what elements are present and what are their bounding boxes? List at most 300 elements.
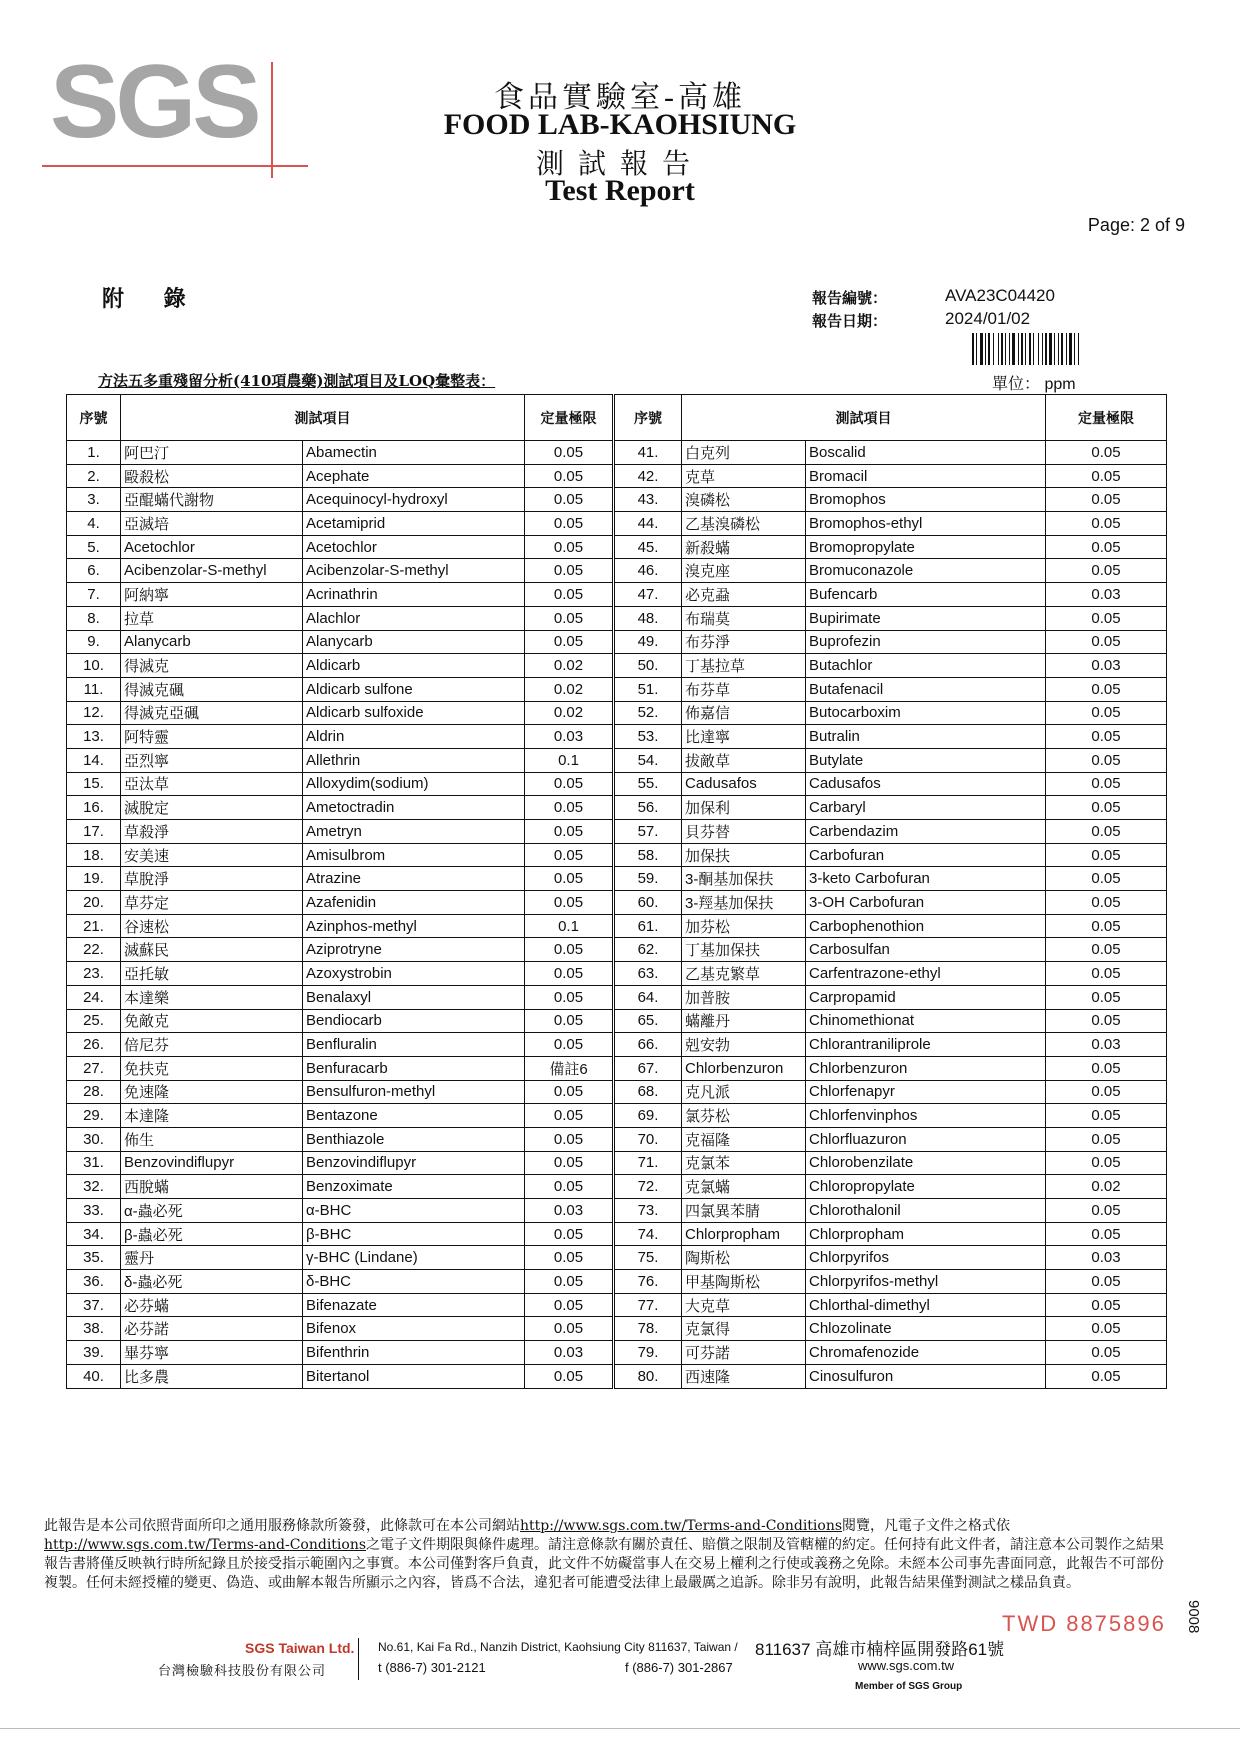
row-no: 10.	[67, 654, 121, 678]
pesticide-name-en: Benalaxyl	[303, 985, 525, 1009]
barcode	[972, 333, 1132, 365]
loq-value: 0.05	[525, 488, 614, 512]
row-no: 76.	[614, 1270, 682, 1294]
pesticide-name-zh: 甲基陶斯松	[682, 1270, 806, 1294]
pesticide-name-zh: 亞托敏	[121, 962, 303, 986]
pesticide-name-en: Carbosulfan	[806, 938, 1046, 962]
row-no: 75.	[614, 1246, 682, 1270]
pesticide-name-en: Bromopropylate	[806, 535, 1046, 559]
row-no: 14.	[67, 748, 121, 772]
row-no: 65.	[614, 1009, 682, 1033]
pesticide-name-en: Atrazine	[303, 867, 525, 891]
table-row	[67, 488, 1167, 512]
loq-value: 0.05	[525, 606, 614, 630]
sgs-logo-text: SGS	[50, 44, 258, 160]
pesticide-name-zh: δ-蟲必死	[121, 1270, 303, 1294]
row-no: 63.	[614, 962, 682, 986]
barcode-bar	[1074, 333, 1075, 365]
row-no: 61.	[614, 914, 682, 938]
pesticide-name-zh: 本達樂	[121, 985, 303, 1009]
pesticide-name-en: Chlorthal-dimethyl	[806, 1293, 1046, 1317]
loq-value: 0.05	[525, 464, 614, 488]
row-no: 40.	[67, 1364, 121, 1388]
row-no: 26.	[67, 1033, 121, 1057]
pesticide-name-zh: 溴克座	[682, 559, 806, 583]
barcode-bar	[1069, 333, 1072, 365]
row-no: 58.	[614, 843, 682, 867]
row-no: 31.	[67, 1151, 121, 1175]
pesticide-name-zh: 新殺蟎	[682, 535, 806, 559]
loq-value: 0.02	[525, 701, 614, 725]
row-no: 23.	[67, 962, 121, 986]
pesticide-name-zh: 克氯蟎	[682, 1175, 806, 1199]
loq-value: 0.02	[1046, 1175, 1167, 1199]
row-no: 52.	[614, 701, 682, 725]
pesticide-name-zh: 加保利	[682, 796, 806, 820]
report-date: 2024/01/02	[945, 309, 1031, 328]
row-no: 73.	[614, 1199, 682, 1223]
loq-value: 0.05	[1046, 1341, 1167, 1365]
pesticide-name-en: Acephate	[303, 464, 525, 488]
pesticide-name-en: Acibenzolar-S-methyl	[303, 559, 525, 583]
barcode-bar	[1049, 333, 1052, 365]
pesticide-name-zh: 必芬蟎	[121, 1293, 303, 1317]
pesticide-name-zh: 3-羥基加保扶	[682, 891, 806, 915]
pesticide-name-en: Allethrin	[303, 748, 525, 772]
barcode-bar	[1009, 333, 1010, 365]
loq-value: 0.05	[525, 512, 614, 536]
pesticide-name-en: Azafenidin	[303, 891, 525, 915]
pesticide-name-zh: 大克草	[682, 1293, 806, 1317]
loq-value: 0.05	[1046, 962, 1167, 986]
table-row	[67, 891, 1167, 915]
pesticide-name-zh: 克氯苯	[682, 1151, 806, 1175]
pesticide-name-en: Azoxystrobin	[303, 962, 525, 986]
row-no: 5.	[67, 535, 121, 559]
col-item: 測試項目	[121, 395, 525, 441]
table-row	[67, 1199, 1167, 1223]
row-no: 7.	[67, 583, 121, 607]
pesticide-name-zh: 得滅克碸	[121, 677, 303, 701]
pesticide-name-zh: 阿納寧	[121, 583, 303, 607]
pesticide-name-zh: 氯芬松	[682, 1104, 806, 1128]
barcode-bar	[1042, 333, 1043, 365]
pesticide-name-zh: 倍尼芬	[121, 1033, 303, 1057]
loq-value: 0.05	[525, 1104, 614, 1128]
loq-value: 0.05	[1046, 891, 1167, 915]
disclaimer-part2: 閱覽，凡電子文件之格式依	[842, 1518, 1011, 1534]
pesticide-name-en: Bromophos-ethyl	[806, 512, 1046, 536]
pesticide-name-en: β-BHC	[303, 1222, 525, 1246]
lab-name-en: FOOD LAB-KAOHSIUNG	[443, 108, 797, 141]
report-date-label: 報告日期：	[812, 312, 888, 330]
pesticide-name-zh: 免敵克	[121, 1009, 303, 1033]
row-no: 62.	[614, 938, 682, 962]
pesticide-name-en: Chlorobenzilate	[806, 1151, 1046, 1175]
row-no: 22.	[67, 938, 121, 962]
table-row	[67, 583, 1167, 607]
row-no: 45.	[614, 535, 682, 559]
pesticide-name-zh: 拉草	[121, 606, 303, 630]
table-row	[67, 962, 1167, 986]
company-address-zh: 811637 高雄市楠梓區開發路61號	[755, 1640, 1005, 1659]
loq-value: 0.05	[1046, 725, 1167, 749]
pesticide-name-en: Bromuconazole	[806, 559, 1046, 583]
loq-value: 0.05	[525, 1033, 614, 1057]
table-row	[67, 1222, 1167, 1246]
table-row	[67, 820, 1167, 844]
pesticide-name-en: Butachlor	[806, 654, 1046, 678]
pesticide-name-zh: 加普胺	[682, 985, 806, 1009]
page-number: Page: 2 of 9	[1087, 215, 1185, 235]
pesticide-name-en: Acetochlor	[303, 535, 525, 559]
row-no: 47.	[614, 583, 682, 607]
pesticide-name-en: Ametoctradin	[303, 796, 525, 820]
disclaimer-part1: 此報告是本公司依照背面所印之通用服務條款所簽發，此條款可在本公司網站	[44, 1518, 520, 1534]
barcode-bar	[985, 333, 986, 365]
pesticide-name-en: Acetamiprid	[303, 512, 525, 536]
table-row	[67, 1009, 1167, 1033]
pesticide-name-zh: 亞滅培	[121, 512, 303, 536]
pesticide-name-zh: 谷速松	[121, 914, 303, 938]
pesticide-name-en: Benthiazole	[303, 1127, 525, 1151]
row-no: 68.	[614, 1080, 682, 1104]
loq-value: 0.05	[1046, 701, 1167, 725]
pesticide-name-en: Butylate	[806, 748, 1046, 772]
loq-value: 0.05	[525, 985, 614, 1009]
row-no: 78.	[614, 1317, 682, 1341]
pesticide-name-zh: 乙基溴磷松	[682, 512, 806, 536]
loq-value: 0.05	[525, 1175, 614, 1199]
loq-value: 0.1	[525, 914, 614, 938]
loq-value: 0.05	[1046, 1293, 1167, 1317]
pesticide-name-en: Carbendazim	[806, 820, 1046, 844]
row-no: 51.	[614, 677, 682, 701]
pesticide-name-zh: 比多農	[121, 1364, 303, 1388]
table-row	[67, 606, 1167, 630]
barcode-bar	[1021, 333, 1023, 365]
row-no: 24.	[67, 985, 121, 1009]
table-row	[67, 441, 1167, 465]
pesticide-name-en: Chlorantraniliprole	[806, 1033, 1046, 1057]
pesticide-name-en: Carfentrazone-ethyl	[806, 962, 1046, 986]
loq-value: 0.02	[525, 654, 614, 678]
pesticide-name-en: Bifenox	[303, 1317, 525, 1341]
row-no: 28.	[67, 1080, 121, 1104]
row-no: 50.	[614, 654, 682, 678]
loq-value: 0.05	[1046, 1270, 1167, 1294]
pesticide-name-en: γ-BHC (Lindane)	[303, 1246, 525, 1270]
row-no: 18.	[67, 843, 121, 867]
row-no: 4.	[67, 512, 121, 536]
row-no: 74.	[614, 1222, 682, 1246]
loq-value: 0.05	[1046, 441, 1167, 465]
table-row	[67, 938, 1167, 962]
loq-value: 0.05	[525, 867, 614, 891]
row-no: 34.	[67, 1222, 121, 1246]
loq-value: 0.05	[525, 891, 614, 915]
row-no: 59.	[614, 867, 682, 891]
pesticide-name-zh: 西脫蟎	[121, 1175, 303, 1199]
pesticide-name-en: δ-BHC	[303, 1270, 525, 1294]
pesticide-name-zh: 得滅克	[121, 654, 303, 678]
pesticide-name-zh: Chlorbenzuron	[682, 1056, 806, 1080]
pesticide-name-zh: β-蟲必死	[121, 1222, 303, 1246]
table-row	[67, 748, 1167, 772]
terms-link-1[interactable]: http://www.sgs.com.tw/Terms-and-Conditions	[520, 1518, 843, 1534]
pesticide-name-zh: 毆殺松	[121, 464, 303, 488]
pesticide-name-en: Chromafenozide	[806, 1341, 1046, 1365]
loq-value: 0.02	[525, 677, 614, 701]
loq-value: 0.05	[1046, 535, 1167, 559]
company-website[interactable]: www.sgs.com.tw	[858, 1658, 955, 1673]
row-no: 38.	[67, 1317, 121, 1341]
barcode-bar	[1054, 333, 1055, 365]
row-no: 1.	[67, 441, 121, 465]
loq-value: 0.05	[525, 1317, 614, 1341]
col-no-2: 序號	[614, 395, 682, 441]
pesticide-name-zh: 滅蘇民	[121, 938, 303, 962]
pesticide-name-en: Boscalid	[806, 441, 1046, 465]
pesticide-name-en: Chinomethionat	[806, 1009, 1046, 1033]
pesticide-name-zh: α-蟲必死	[121, 1199, 303, 1223]
loq-value: 0.03	[1046, 1246, 1167, 1270]
report-no-label: 報告編號：	[812, 289, 888, 307]
pesticide-name-zh: Acetochlor	[121, 535, 303, 559]
pesticide-name-zh: 3-酮基加保扶	[682, 867, 806, 891]
loq-value: 0.05	[1046, 1222, 1167, 1246]
barcode-bar	[976, 333, 977, 365]
pesticide-name-en: Chlorothalonil	[806, 1199, 1046, 1223]
pesticide-name-zh: 克氯得	[682, 1317, 806, 1341]
loq-value: 0.03	[525, 1341, 614, 1365]
pesticide-name-en: Bendiocarb	[303, 1009, 525, 1033]
pesticide-name-en: Chlorbenzuron	[806, 1056, 1046, 1080]
pesticide-name-en: Abamectin	[303, 441, 525, 465]
barcode-bar	[1025, 333, 1026, 365]
pesticide-name-zh: 佈嘉信	[682, 701, 806, 725]
row-no: 35.	[67, 1246, 121, 1270]
barcode-bar	[1005, 333, 1006, 365]
table-row	[67, 1127, 1167, 1151]
loq-value: 0.05	[525, 1151, 614, 1175]
footer-divider	[358, 1638, 359, 1680]
loq-value: 0.05	[1046, 488, 1167, 512]
pesticide-name-zh: 西速隆	[682, 1364, 806, 1388]
loq-value: 備註6	[525, 1056, 614, 1080]
col-no: 序號	[67, 395, 121, 441]
loq-value: 0.05	[1046, 559, 1167, 583]
row-no: 57.	[614, 820, 682, 844]
pesticide-name-zh: 布芬草	[682, 677, 806, 701]
method-title: 方法五多重殘留分析(410項農藥)測試項目及LOQ彙整表：	[98, 372, 496, 390]
loq-value: 0.05	[525, 1293, 614, 1317]
loq-value: 0.05	[1046, 464, 1167, 488]
row-no: 8.	[67, 606, 121, 630]
company-name-en: SGS Taiwan Ltd.	[245, 1640, 355, 1656]
barcode-bar	[998, 333, 999, 365]
loq-value: 0.05	[525, 441, 614, 465]
pesticide-name-zh: 必克蝨	[682, 583, 806, 607]
loq-value: 0.05	[525, 583, 614, 607]
loq-value: 0.03	[525, 1199, 614, 1223]
barcode-bar	[1012, 333, 1015, 365]
barcode-bar	[1061, 333, 1063, 365]
logo-vertical-rule	[271, 62, 273, 178]
report-title-en: Test Report	[545, 174, 695, 207]
loq-value: 0.05	[1046, 1080, 1167, 1104]
pesticide-name-zh: 草殺淨	[121, 820, 303, 844]
row-no: 48.	[614, 606, 682, 630]
pesticide-name-zh: 乙基克繁草	[682, 962, 806, 986]
company-tel: t (886-7) 301-2121	[378, 1660, 486, 1675]
pesticide-name-en: Aldicarb sulfoxide	[303, 701, 525, 725]
row-no: 41.	[614, 441, 682, 465]
table-row	[67, 985, 1167, 1009]
row-no: 55.	[614, 772, 682, 796]
loq-value: 0.05	[1046, 748, 1167, 772]
table-row	[67, 1341, 1167, 1365]
loq-value: 0.05	[525, 535, 614, 559]
side-number: 9008	[1185, 1600, 1202, 1634]
row-no: 25.	[67, 1009, 121, 1033]
row-no: 20.	[67, 891, 121, 915]
pesticide-name-zh: 溴磷松	[682, 488, 806, 512]
row-no: 43.	[614, 488, 682, 512]
table-row	[67, 1246, 1167, 1270]
pesticide-name-en: 3-keto Carbofuran	[806, 867, 1046, 891]
barcode-bar	[980, 333, 983, 365]
pesticide-name-en: Chlorfenvinphos	[806, 1104, 1046, 1128]
pesticide-name-en: Amisulbrom	[303, 843, 525, 867]
row-no: 66.	[614, 1033, 682, 1057]
loq-value: 0.05	[525, 1364, 614, 1388]
terms-link-2[interactable]: http://www.sgs.com.tw/Terms-and-Conditions	[44, 1537, 367, 1553]
loq-value: 0.05	[525, 938, 614, 962]
loq-value: 0.05	[525, 1127, 614, 1151]
table-row	[67, 1175, 1167, 1199]
pesticide-name-en: Alloxydim(sodium)	[303, 772, 525, 796]
loq-value: 0.05	[1046, 1009, 1167, 1033]
legal-disclaimer	[44, 1517, 1174, 1593]
table-row	[67, 1270, 1167, 1294]
pesticide-name-en: Chlorpyrifos	[806, 1246, 1046, 1270]
table-row	[67, 630, 1167, 654]
lab-name-zh: 食品實驗室-高雄	[494, 81, 746, 114]
row-no: 64.	[614, 985, 682, 1009]
pesticide-name-zh: 貝芬替	[682, 820, 806, 844]
loq-value: 0.05	[1046, 1056, 1167, 1080]
table-row	[67, 1104, 1167, 1128]
pesticide-name-zh: 加保扶	[682, 843, 806, 867]
pesticide-name-zh: Benzovindiflupyr	[121, 1151, 303, 1175]
barcode-bar	[1066, 333, 1067, 365]
row-no: 80.	[614, 1364, 682, 1388]
loq-value: 0.05	[525, 1009, 614, 1033]
pesticide-name-zh: 畢芬寧	[121, 1341, 303, 1365]
loq-value: 0.05	[1046, 772, 1167, 796]
company-fax: f (886-7) 301-2867	[625, 1660, 733, 1675]
loq-value: 0.05	[1046, 796, 1167, 820]
pesticide-name-zh: 可芬諾	[682, 1341, 806, 1365]
pesticide-name-zh: Acibenzolar-S-methyl	[121, 559, 303, 583]
row-no: 17.	[67, 820, 121, 844]
row-no: 70.	[614, 1127, 682, 1151]
pesticide-name-zh: 克草	[682, 464, 806, 488]
row-no: 11.	[67, 677, 121, 701]
pesticide-name-zh: 阿巴汀	[121, 441, 303, 465]
row-no: 44.	[614, 512, 682, 536]
pesticide-name-en: Chlorpropham	[806, 1222, 1046, 1246]
company-address: No.61, Kai Fa Rd., Nanzih District, Kaohsiung City 811637, Taiwan /	[378, 1640, 738, 1654]
pesticide-name-en: α-BHC	[303, 1199, 525, 1223]
loq-value: 0.05	[525, 962, 614, 986]
loq-value: 0.05	[1046, 1151, 1167, 1175]
row-no: 39.	[67, 1341, 121, 1365]
row-no: 33.	[67, 1199, 121, 1223]
row-no: 12.	[67, 701, 121, 725]
barcode-bar	[1058, 333, 1059, 365]
loq-value: 0.05	[1046, 1127, 1167, 1151]
pesticide-name-en: Alanycarb	[303, 630, 525, 654]
pesticide-name-en: Aldicarb sulfone	[303, 677, 525, 701]
pesticide-name-zh: 克凡派	[682, 1080, 806, 1104]
loq-value: 0.03	[1046, 1033, 1167, 1057]
loq-value: 0.05	[525, 1270, 614, 1294]
pesticide-name-zh: 免扶克	[121, 1056, 303, 1080]
table-row	[67, 725, 1167, 749]
barcode-bar	[1078, 333, 1079, 365]
table-row	[67, 1293, 1167, 1317]
barcode-bar	[988, 333, 990, 365]
pesticide-name-zh: 阿特靈	[121, 725, 303, 749]
bottom-rule	[0, 1728, 1240, 1729]
pesticide-name-en: Azinphos-methyl	[303, 914, 525, 938]
pesticide-name-en: Butafenacil	[806, 677, 1046, 701]
row-no: 49.	[614, 630, 682, 654]
barcode-bar	[972, 333, 974, 365]
row-no: 54.	[614, 748, 682, 772]
pesticide-name-zh: 克福隆	[682, 1127, 806, 1151]
pesticide-name-en: Aldrin	[303, 725, 525, 749]
pesticide-name-en: Carbaryl	[806, 796, 1046, 820]
pesticide-name-en: Cadusafos	[806, 772, 1046, 796]
unit-label: 單位： ppm	[992, 376, 1076, 393]
pesticide-name-en: Chlorfluazuron	[806, 1127, 1046, 1151]
pesticide-name-en: Bentazone	[303, 1104, 525, 1128]
pesticide-name-en: Butocarboxim	[806, 701, 1046, 725]
pesticide-name-en: 3-OH Carbofuran	[806, 891, 1046, 915]
pesticide-name-zh: Chlorpropham	[682, 1222, 806, 1246]
row-no: 16.	[67, 796, 121, 820]
loq-value: 0.05	[1046, 606, 1167, 630]
barcode-bar	[1001, 333, 1003, 365]
row-no: 21.	[67, 914, 121, 938]
loq-value: 0.05	[525, 1246, 614, 1270]
barcode-bar	[993, 333, 994, 365]
pesticide-name-en: Butralin	[806, 725, 1046, 749]
pesticide-name-en: Buprofezin	[806, 630, 1046, 654]
pesticide-name-zh: 陶斯松	[682, 1246, 806, 1270]
pesticide-name-zh: 滅脫定	[121, 796, 303, 820]
table-row	[67, 867, 1167, 891]
table-row	[67, 1080, 1167, 1104]
table-row	[67, 701, 1167, 725]
pesticide-name-zh: 丁基加保扶	[682, 938, 806, 962]
loq-value: 0.05	[525, 1080, 614, 1104]
pesticide-name-en: Ametryn	[303, 820, 525, 844]
row-no: 71.	[614, 1151, 682, 1175]
